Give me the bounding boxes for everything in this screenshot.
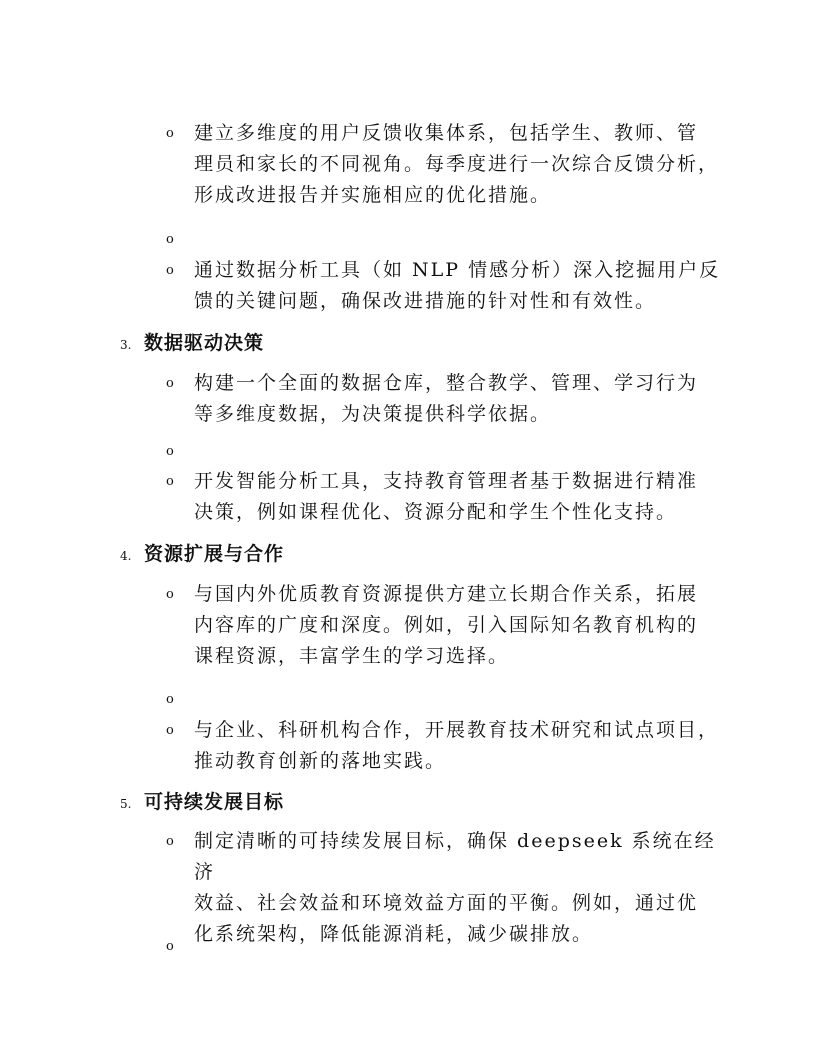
list-item <box>166 118 736 211</box>
section-title: 数据驱动决策 <box>144 332 265 354</box>
list-item <box>166 255 736 317</box>
list-item-text: 通过数据分析工具（如 NLP 情感分析）深入挖掘用户反 馈的关键问题，确保改进措施的针对性和有效性。 <box>194 259 721 312</box>
hollow-bullet-icon: o <box>166 474 174 489</box>
section-heading <box>120 539 284 572</box>
hollow-bullet-icon: o <box>166 263 174 278</box>
list-item-text: 建立多维度的用户反馈收集体系，包括学生、教师、管 理员和家长的不同视角。每季度进行一次综合反馈分析， 形成改进报告并实施相应的优化措施。 <box>194 122 720 206</box>
hollow-bullet-icon: o <box>166 444 174 459</box>
section-heading <box>120 328 264 361</box>
hollow-bullet-icon: o <box>166 723 174 738</box>
list-item-text: 与国内外优质教育资源提供方建立长期合作关系，拓展 内容库的广度和深度。例如，引入国际知名教育机构的 课程资源，丰富学生的学习选择。 <box>194 583 699 667</box>
hollow-bullet-icon: o <box>166 692 174 707</box>
hollow-bullet-icon: o <box>166 587 174 602</box>
section-title: 资源扩展与合作 <box>144 543 285 565</box>
list-item <box>166 826 736 950</box>
hollow-bullet-icon: o <box>166 126 174 141</box>
hollow-bullet-icon: o <box>166 376 174 391</box>
list-item <box>166 715 736 777</box>
hollow-bullet-icon: o <box>166 834 174 849</box>
section-heading <box>120 787 284 820</box>
list-item-text: 制定清晰的可持续发展目标，确保 deepseek 系统在经济 效益、社会效益和环境效益方面的平衡。例如，通过优 化系统架构，降低能源消耗，减少碳排放。 <box>194 830 716 945</box>
section-number: 4. <box>120 549 132 563</box>
section-number: 3. <box>120 338 132 352</box>
list-item <box>166 368 736 430</box>
list-item-text: 构建一个全面的数据仓库，整合教学、管理、学习行为 等多维度数据，为决策提供科学依据。 <box>194 372 699 425</box>
hollow-bullet-icon: o <box>166 232 174 247</box>
section-number: 5. <box>120 797 132 811</box>
list-item <box>166 466 736 528</box>
list-item-text: 开发智能分析工具，支持教育管理者基于数据进行精准 决策，例如课程优化、资源分配和学生个性化支持。 <box>194 470 699 523</box>
hollow-bullet-icon: o <box>166 939 174 954</box>
section-title: 可持续发展目标 <box>144 791 285 813</box>
list-item <box>166 579 736 672</box>
list-item-text: 与企业、科研机构合作，开展教育技术研究和试点项目， 推动教育创新的落地实践。 <box>194 719 720 772</box>
